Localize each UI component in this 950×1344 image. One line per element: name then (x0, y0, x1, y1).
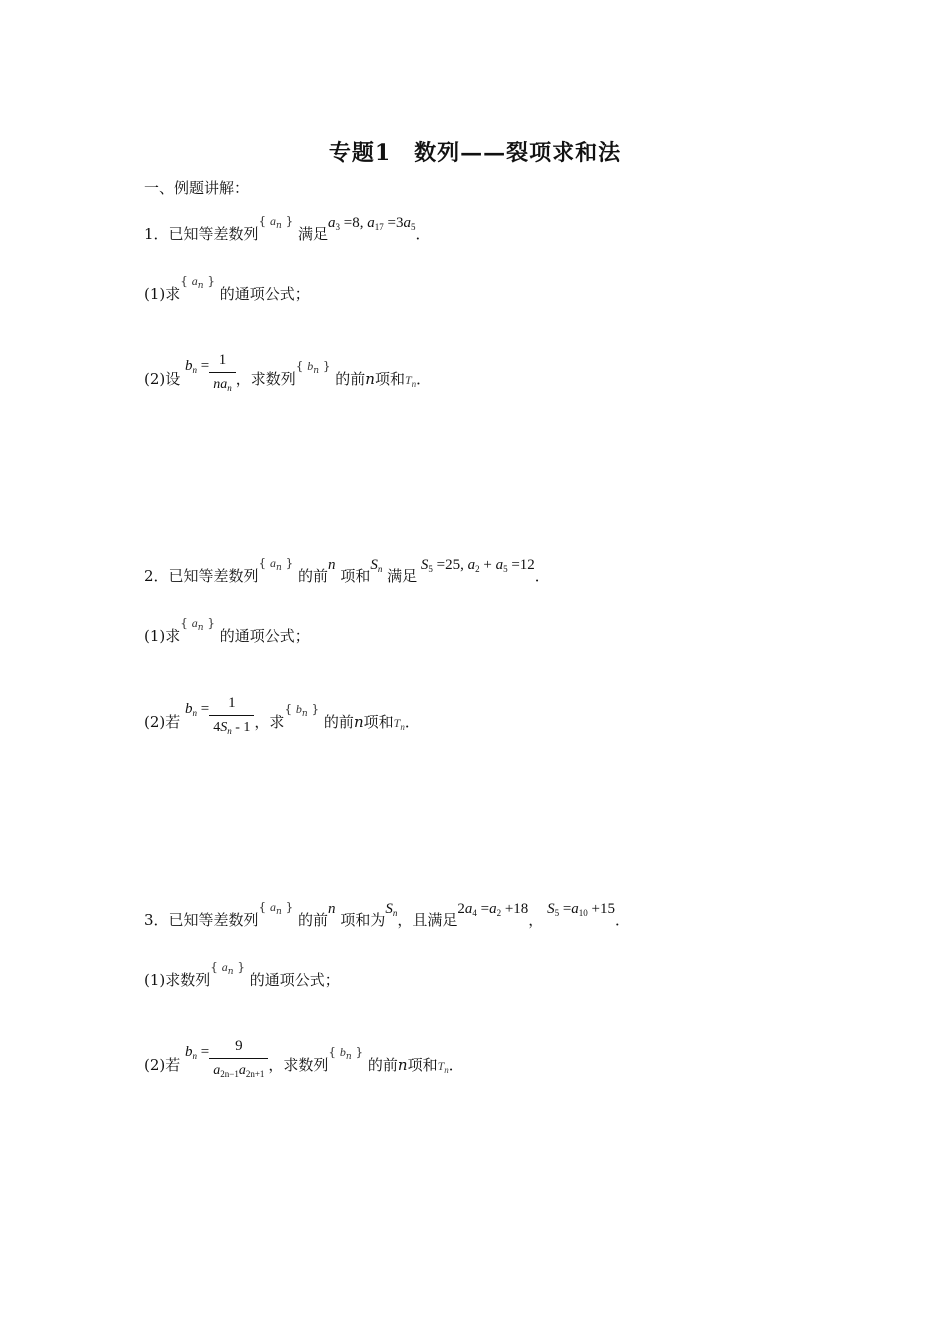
problem-1-part-2: (2)设 $b_n$ = $\frac{1}{na_n}$ ，求数列{ $b_n$ } 的前n项和$T_n$． (144, 356, 431, 404)
condition-formula: $S_5 =25$, $a_2 + a_5 =12$ (420, 557, 535, 574)
sequence-a-n: { $a_n$ } (180, 616, 215, 633)
sequence-a-n: { $a_n$ } (210, 960, 245, 977)
condition-formula-2: $S_5 =a_{10} +15$ (547, 901, 615, 918)
problem-3-part-2: (2)若 $b_n$ = $\frac{9}{a_{2n-1}a_{2n+1}}$ ，求数列{ $b_n$ } 的前n项和$T_n$． (144, 1042, 464, 1090)
problem-2-part-2: (2)若 $b_n$ = $\frac{1}{4S_n - 1}$ ，求{ $b_n$ } 的前n项和$T_n$． (144, 699, 420, 747)
formula-b-n: $b_n$ = (185, 1044, 210, 1061)
fraction: $\frac{1}{4S_n - 1}$ (209, 693, 254, 741)
sequence-b-n: { $b_n$ } (295, 359, 331, 376)
formula-b-n: $b_n$ = (185, 701, 210, 718)
problem-3-statement: 3．已知等差数列{ $a_n$ } 的前n 项和为$S_n$，且满足$2a_4 =a_2 +18$， $S_5 =a_{10} +15$． (144, 910, 630, 936)
problem-2-statement: 2．已知等差数列{ $a_n$ } 的前n 项和$S_n$ 满足 $S_5 =25$, $a_2 + a_5 =12$． (144, 566, 550, 592)
condition-formula-1: $2a_4 =a_2 +18$ (457, 901, 529, 918)
sequence-a-n: { $a_n$ } (258, 556, 294, 573)
sequence-b-n: { $b_n$ } (328, 1045, 364, 1062)
page-title: 专题1 数列——裂项求和法 (328, 140, 622, 166)
section-heading: 一、例题讲解： (144, 179, 250, 197)
formula-b-n: $b_n$ = (185, 358, 210, 375)
problem-3-part-1: (1)求数列{ $a_n$ } 的通项公式； (144, 970, 340, 996)
problem-1-part-1: (1)求{ $a_n$ } 的通项公式； (144, 284, 310, 310)
fraction: $\frac{1}{na_n}$ (209, 350, 236, 398)
problem-1-statement: 1．已知等差数列{ $a_n$ } 满足$a_3 =8$, $a_{17} =3a_5$． (144, 224, 431, 250)
sequence-a-n: { $a_n$ } (180, 274, 215, 291)
sequence-a-n: { $a_n$ } (258, 900, 294, 917)
fraction: $\frac{9}{a_{2n-1}a_{2n+1}}$ (209, 1036, 268, 1084)
condition-formula: $a_3 =8$, $a_{17} =3a_5$ (328, 215, 416, 232)
problem-2-part-1: (1)求{ $a_n$ } 的通项公式； (144, 626, 310, 652)
sequence-a-n: { $a_n$ } (258, 214, 294, 231)
sequence-b-n: { $b_n$ } (284, 702, 320, 719)
